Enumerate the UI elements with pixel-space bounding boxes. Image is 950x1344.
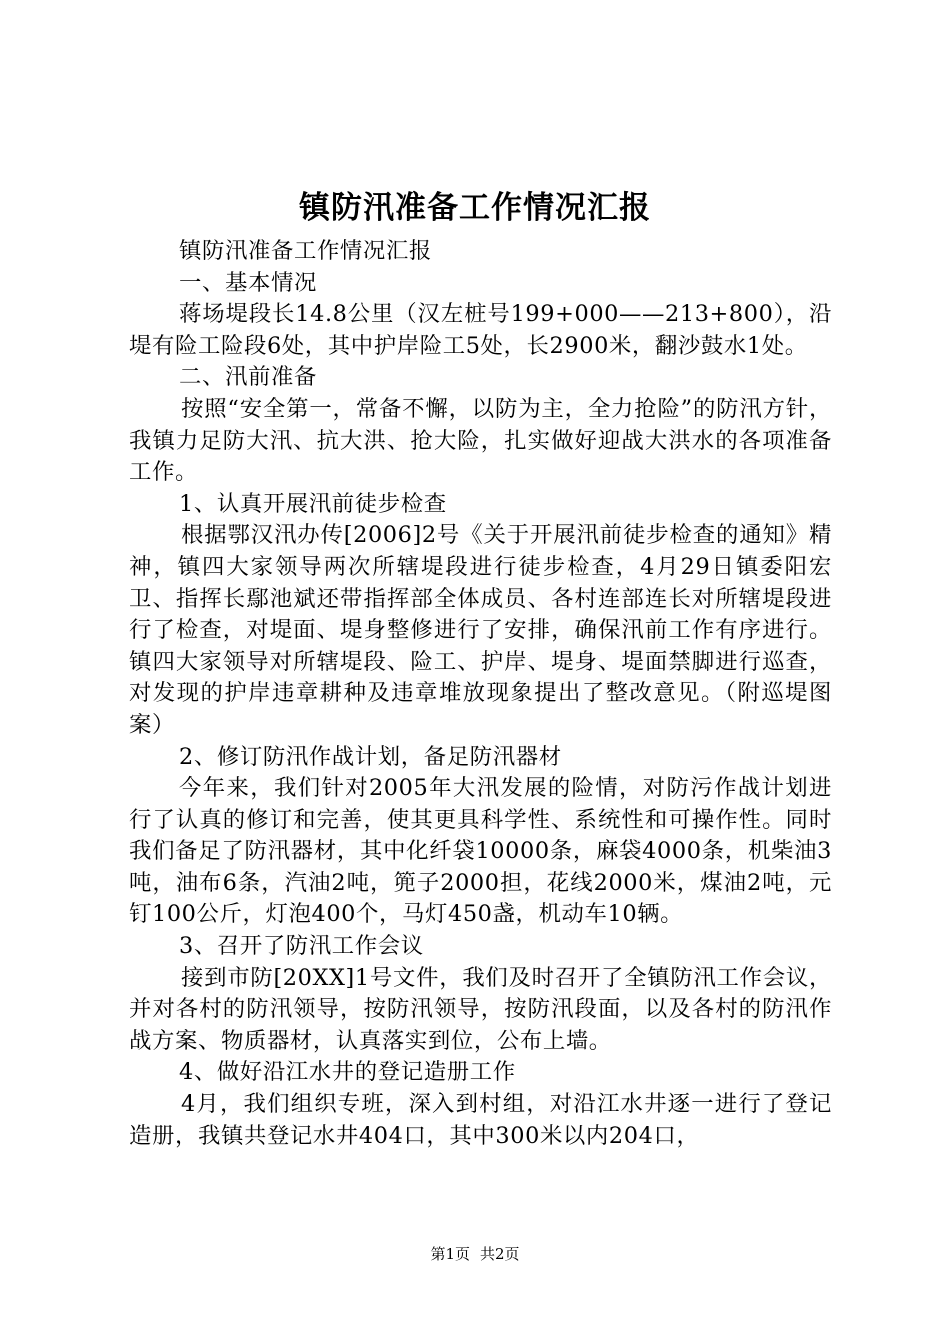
subtitle-paragraph: 镇防汛准备工作情况汇报	[179, 238, 432, 264]
document-title: 镇防汛准备工作情况汇报	[299, 190, 651, 226]
subsection-heading: 1、认真开展汛前徒步检查	[179, 490, 447, 517]
page-number: 第1页	[430, 1245, 470, 1263]
section-heading-basic: 一、基本情况	[179, 269, 317, 296]
subsection-heading: 4、做好沿江水井的登记造册工作	[179, 1059, 516, 1086]
body-paragraph: 根据鄂汉汛办传[2006]2号《关于开展汛前徒步检查的通知》精神，镇四大家领导两次所辖堤段进行徒步检查，4月29日镇委阳宏卫、指挥长鄢池斌还带指挥部全体成员、各村连部连长对所辖堤段进行了检查，对堤面、堤身整修进行了安排，确保汛前工作有序进行。镇四大家领导对所辖堤段、险工、护岸、堤身、堤面禁脚进行巡查，对发现的护岸违章耕种及违章堆放现象提出了整改意见。（附巡堤图案）	[129, 522, 832, 738]
document-body	[129, 236, 832, 1152]
subsection-heading: 3、召开了防汛工作会议	[179, 933, 424, 960]
page-footer	[0, 1244, 950, 1264]
section-heading-preparation: 二、汛前准备	[179, 364, 317, 391]
page-total: 共2页	[480, 1245, 520, 1263]
body-paragraph: 4月，我们组织专班，深入到村组，对沿江水井逐一进行了登记造册，我镇共登记水井404口，其中300米以内204口，	[129, 1091, 832, 1149]
body-paragraph: 接到市防[20XX]1号文件，我们及时召开了全镇防汛工作会议，并对各村的防汛领导，按防汛领导，按防汛段面，以及各村的防汛作战方案、物质器材，认真落实到位，公布上墙。	[129, 964, 832, 1054]
body-paragraph: 按照“安全第一，常备不懈，以防为主，全力抢险”的防汛方针，我镇力足防大汛、抗大洪、抢大险，扎实做好迎战大洪水的各项准备工作。	[129, 395, 832, 486]
body-paragraph: 蒋场堤段长14.8公里（汉左桩号199+000——213+800），沿堤有险工险段6处，其中护岸险工5处，长2900米，翻沙鼓水1处。	[129, 301, 832, 359]
subsection-heading: 2、修订防汛作战计划，备足防汛器材	[179, 743, 562, 770]
body-paragraph: 今年来，我们针对2005年大汛发展的险情，对防污作战计划进行了认真的修订和完善，使其更具科学性、系统性和可操作性。同时我们备足了防汛器材，其中化纤袋10000条，麻袋4000条，机柴油3吨，油布6条，汽油2吨，篼子2000担，花线2000米，煤油2吨，元钉100公斤，灯泡400个，马灯450盏，机动车10辆。	[129, 775, 832, 928]
